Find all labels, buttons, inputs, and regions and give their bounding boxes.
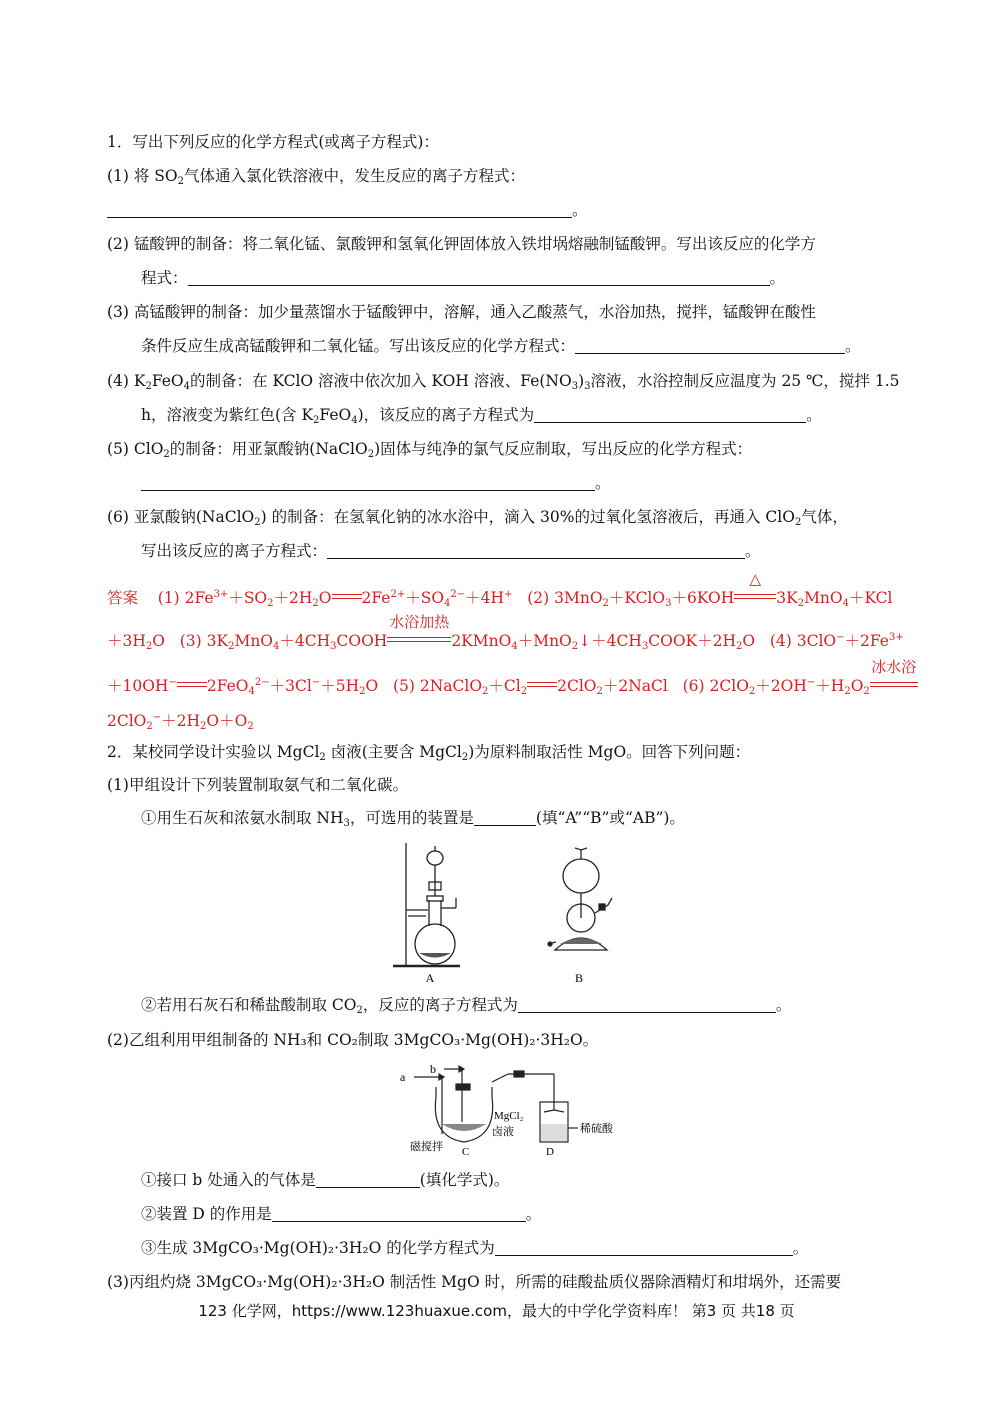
q2-sub2: ②若用石灰石和稀盐酸制取 $CO_2$，反应的离子方程式为 。 <box>141 996 792 1016</box>
separatory-funnel <box>427 851 443 865</box>
answer-blank[interactable] <box>327 542 745 559</box>
q1-part6-line1: (6) 亚氯酸钠(NaClO$_2$) 的制备：在氢氧化钠的冰水浴中，滴入 30%的过氧化氢溶液后，再通入 ClO$_2$气体， <box>107 508 848 528</box>
answer-line-1: 答案 (1) $2Fe^{3+}+SO_2+2H_2O$ $2Fe^{2+}+SO_4^{2-}+4H^+$ (2) 3MnO$_2$＋KClO$_3$＋6KOH △ $3K_2MnO_4+KCl$ <box>107 570 893 609</box>
ice-bath-condition: 冰水浴 <box>871 658 917 676</box>
answer-blank[interactable] <box>474 809 536 826</box>
answer-blank[interactable] <box>188 269 770 286</box>
answer-blank[interactable] <box>107 201 572 218</box>
answer-line-2: $+3H_2O$ (3) $3K_2MnO_4+4CH_3COOH$ 水浴加热 $2KMnO_4+MnO_2↓+4CH_3COOK+2H_2O$ (4) $3ClO^-+2Fe^{3+}$ <box>107 613 904 652</box>
q1-part6-line2: 写出该反应的离子方程式： 。 <box>141 542 761 560</box>
q2-part3: (3)丙组灼烧 3MgCO₃·Mg(OH)₂·3H₂O 制活性 MgO 时，所需的硅酸盐质仪器除酒精灯和坩埚外，还需要 <box>107 1273 842 1291</box>
q1-part1-answer-line: 。 <box>107 200 588 220</box>
answer-line-4: $2ClO_2^-+2H_2O+O_2$ <box>107 712 254 732</box>
magnetic-stirrer-label: 磁搅拌 <box>410 1140 443 1153</box>
q1-part1-text-a: (1) 将 SO <box>107 167 178 185</box>
q2-sub3: ①接口 b 处通入的气体是 (填化学式)。 <box>141 1171 510 1189</box>
answer-blank[interactable] <box>272 1205 526 1222</box>
q1-part2-line2: 程式： 。 <box>141 269 786 287</box>
figure-label-d: D <box>546 1146 554 1158</box>
answer-blank[interactable] <box>575 337 845 354</box>
figure-label-b: B <box>574 971 584 985</box>
q2-sub1: ①用生石灰和浓氨水制取 $NH_3$，可选用的装置是 (填“A”“B”或“AB”)。 <box>141 809 685 829</box>
q2-part1: (1)甲组设计下列装置制取氨气和二氧化碳。 <box>107 776 408 794</box>
answer-blank[interactable] <box>518 996 776 1013</box>
answer-line-3: ＋10OH− $2FeO_4^{2-}+3Cl^-+5H_2O$ (5) $2NaClO_2+Cl_2$ 2ClO$_2$＋2NaCl (6) $2ClO_2+2OH^-+H_2O_2$ 冰水浴 <box>107 673 918 702</box>
brine-label: 卤液 <box>492 1125 514 1138</box>
answer-label: 答案 <box>107 589 139 607</box>
q1-title: 1．写出下列反应的化学方程式(或离子方程式)： <box>107 133 439 151</box>
answer-blank[interactable] <box>316 1171 420 1188</box>
figure-label-c: C <box>462 1146 470 1158</box>
q1-part1-text-b: 气体通入氯化铁溶液中，发生反应的离子方程式： <box>184 167 526 185</box>
q1-part4-line1: (4) $K_2FeO_4$的制备：在 KClO 溶液中依次加入 KOH 溶液、$Fe(NO_3)_3$溶液，水浴控制反应温度为 25 ℃，搅拌 1.5 <box>107 372 900 392</box>
q1-part5-answer-line: 。 <box>141 473 611 493</box>
q2-sub4: ②装置 D 的作用是 。 <box>141 1205 542 1223</box>
kipp-top-bulb <box>563 859 599 893</box>
three-neck-flask <box>435 1097 492 1142</box>
q2-title: 2．某校同学设计实验以 MgCl$_2$ 卤液(主要含 MgCl$_2$)为原料制取活性 MgO。回答下列问题： <box>107 743 751 763</box>
answer-blank[interactable] <box>495 1239 793 1256</box>
apparatus-figure-ab <box>388 838 628 988</box>
page-footer: 123 化学网，https://www.123huaxue.com，最大的中学化学资料库！ 第3 页 共18 页 <box>198 1302 795 1320</box>
q1-part2-line1: (2) 锰酸钾的制备：将二氧化锰、氯酸钾和氢氧化钾固体放入铁坩埚熔融制锰酸钾。写出该反应的化学方 <box>107 235 816 253</box>
port-a-label: a <box>400 1070 406 1084</box>
round-bottom-flask <box>415 924 455 964</box>
q2-sub5: ③生成 3MgCO₃·Mg(OH)₂·3H₂O 的化学方程式为 。 <box>141 1239 809 1257</box>
apparatus-figure-cd <box>396 1062 626 1158</box>
answer-blank[interactable] <box>141 474 595 491</box>
q2-part2: (2)乙组利用甲组制备的 NH₃和 CO₂制取 3MgCO₃·Mg(OH)₂·3H₂O。 <box>107 1031 599 1049</box>
q1-part3-line2: 条件反应生成高锰酸钾和二氧化锰。写出该反应的化学方程式： 。 <box>141 337 861 355</box>
q1-part3-line1: (3) 高锰酸钾的制备：加少量蒸馏水于锰酸钾中，溶解，通入乙酸蒸气，水浴加热，搅拌，锰酸钾在酸性 <box>107 303 816 321</box>
delta-condition: △ <box>749 570 761 588</box>
q1-part4-line2: h，溶液变为紫红色(含 $K_2FeO_4$)，该反应的离子方程式为 。 <box>141 406 822 426</box>
water-bath-condition: 水浴加热 <box>389 613 450 631</box>
q1-part5: (5) ClO$_2$的制备：用亚氯酸钠(NaClO$_2$)固体与纯净的氯气反应制取，写出反应的化学方程式： <box>107 440 753 460</box>
port-b-label: b <box>430 1062 436 1076</box>
q1-part1: (1) 将 $SO_2$气体通入氯化铁溶液中，发生反应的离子方程式： <box>107 167 526 187</box>
dilute-sulfuric-acid-label: 稀硫酸 <box>580 1122 613 1135</box>
mgcl2-label: MgCl₂ <box>494 1110 524 1122</box>
answer-blank[interactable] <box>534 406 806 423</box>
figure-label-a: A <box>425 971 435 985</box>
